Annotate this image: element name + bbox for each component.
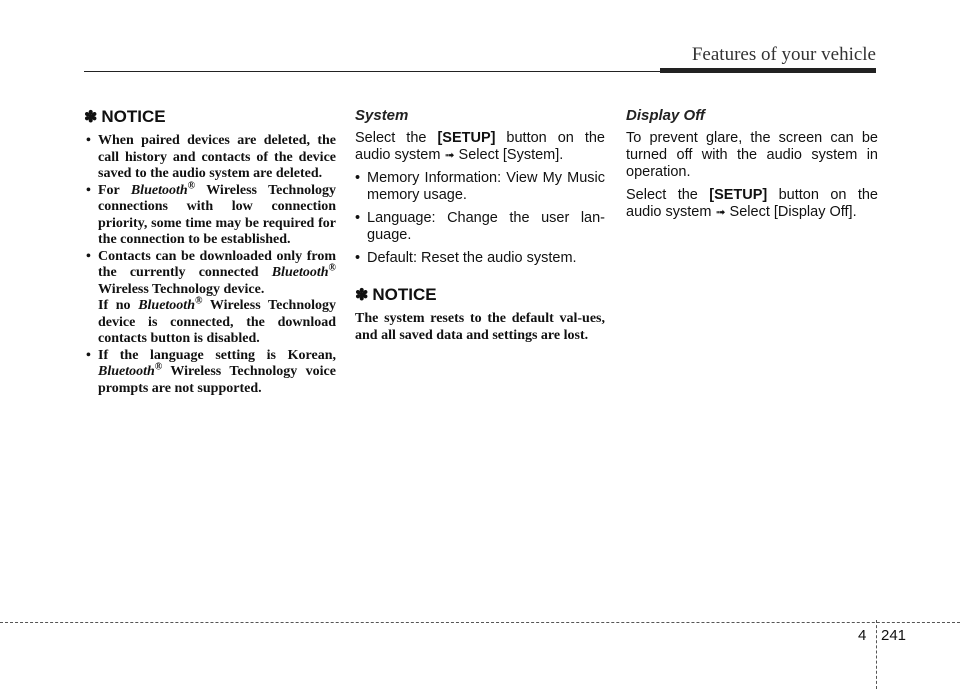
arrow-right-icon: ➟ — [444, 148, 455, 162]
notice-heading — [84, 107, 336, 127]
notice-item-subparagraph: If no Bluetooth® Wireless Technology device is connected, the download contacts button is disabled. — [98, 295, 336, 346]
display-off-paragraph: To prevent glare, the screen can be turned off with the audio system in operation. — [626, 130, 878, 180]
notice-star-icon: ✽ — [355, 287, 369, 304]
page-number: 241 — [881, 627, 907, 644]
notice-list — [84, 133, 336, 397]
footer-rule — [0, 622, 960, 623]
list-item: • Language: Change the user lan-guage. — [355, 210, 605, 244]
header-title: Features of your vehicle — [691, 44, 876, 65]
header-rule-accent — [660, 68, 876, 73]
notice-heading — [355, 285, 605, 305]
notice-title: NOTICE — [372, 285, 437, 304]
notice-item: • If the language setting is Korean, Bluetooth® Wireless Technology voice prompts are not supported. — [84, 348, 336, 398]
notice-item: • When paired devices are deleted, the call history and contacts of the device saved to the audio system are deleted. — [84, 133, 336, 183]
notice-star-icon: ✽ — [84, 109, 98, 126]
chapter-number: 4 — [858, 627, 867, 644]
setup-button-label: [SETUP] — [437, 130, 496, 146]
system-options-list — [355, 170, 605, 267]
arrow-right-icon: ➟ — [715, 205, 726, 219]
list-item: • Memory Information: View My Music memory usage. — [355, 170, 605, 204]
setup-button-label: [SETUP] — [709, 187, 768, 203]
notice-item: • Contacts can be downloaded only from the currently connected Bluetooth® Wireless Technology device. If no Bluetooth® Wireless Technology device is connected, the download contacts button is disabled. — [84, 249, 336, 348]
display-off-instructions: Select the [SETUP] button on the audio system ➟ Select [Display Off]. — [626, 187, 878, 220]
column-display-off — [626, 107, 878, 227]
column-notice-bluetooth — [84, 107, 336, 397]
notice-title: NOTICE — [101, 107, 166, 126]
system-intro: Select the [SETUP] button on the audio system ➟ Select [System]. — [355, 130, 606, 163]
column-system — [355, 107, 605, 344]
notice-reset — [355, 285, 605, 344]
list-item: • Default: Reset the audio system. — [355, 250, 605, 267]
notice-item: • For Bluetooth® Wireless Technology connections with low connection priority, some time may be required for the connection to be established. — [84, 183, 336, 249]
notice-text: The system resets to the default val-ues, and all saved data and settings are lost. — [355, 311, 605, 343]
section-heading-system: System — [355, 107, 409, 124]
footer-divider — [876, 620, 877, 689]
section-heading-display-off: Display Off — [626, 107, 705, 124]
